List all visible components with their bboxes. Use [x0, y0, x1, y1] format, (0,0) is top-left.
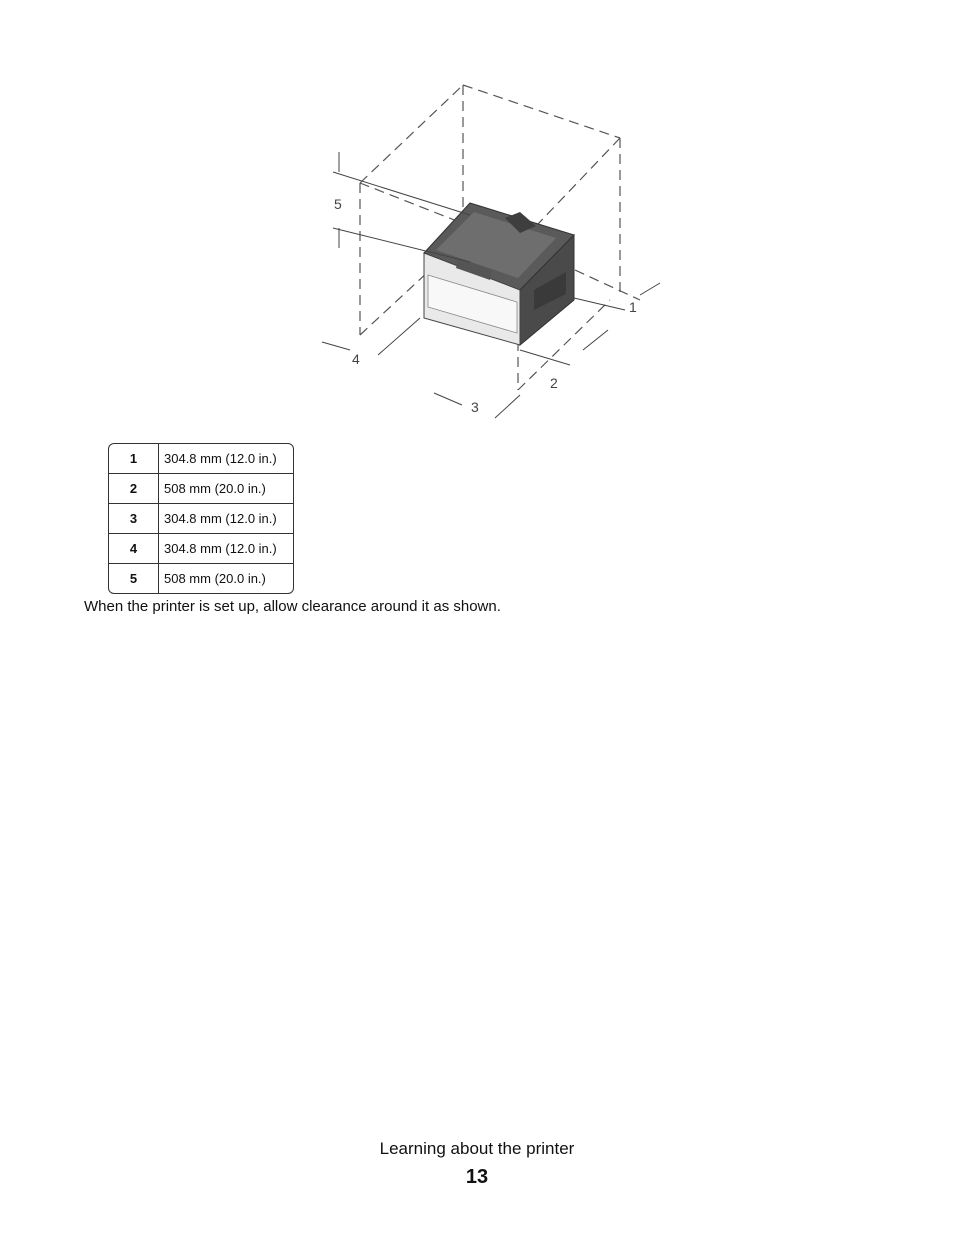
table-row: [109, 563, 293, 593]
clearance-box-edge: [463, 85, 620, 138]
callout-3: 3: [471, 399, 479, 415]
callout-5: 5: [334, 196, 342, 212]
table-row: [109, 533, 293, 563]
row-label: 1: [109, 444, 159, 473]
printer-clearance-diagram: [300, 78, 680, 428]
callout-2: 2: [550, 375, 558, 391]
clearance-caption: When the printer is set up, allow clearance around it as shown.: [84, 598, 501, 615]
printer-icon: [424, 203, 574, 345]
page-number: 13: [465, 1166, 489, 1188]
row-label: 4: [109, 534, 159, 563]
row-value: 508 mm (20.0 in.): [164, 571, 266, 586]
row-value: 508 mm (20.0 in.): [164, 481, 266, 496]
table-row: [109, 473, 293, 503]
table-row: [109, 503, 293, 533]
row-label: 5: [109, 564, 159, 593]
table-row: [109, 444, 293, 473]
footer-section-title: Learning about the printer: [379, 1139, 575, 1158]
callout-1: 1: [629, 299, 637, 315]
callout-4: 4: [352, 351, 360, 367]
clearance-box-edge: [360, 85, 463, 183]
clearance-illustration: [300, 78, 680, 428]
row-value: 304.8 mm (12.0 in.): [164, 511, 277, 526]
row-label: 3: [109, 504, 159, 533]
row-label: 2: [109, 474, 159, 503]
clearance-table: [108, 443, 294, 594]
clearance-box-edge: [360, 270, 430, 335]
row-value: 304.8 mm (12.0 in.): [164, 451, 277, 466]
clearance-box-edge: [575, 270, 640, 300]
row-value: 304.8 mm (12.0 in.): [164, 541, 277, 556]
